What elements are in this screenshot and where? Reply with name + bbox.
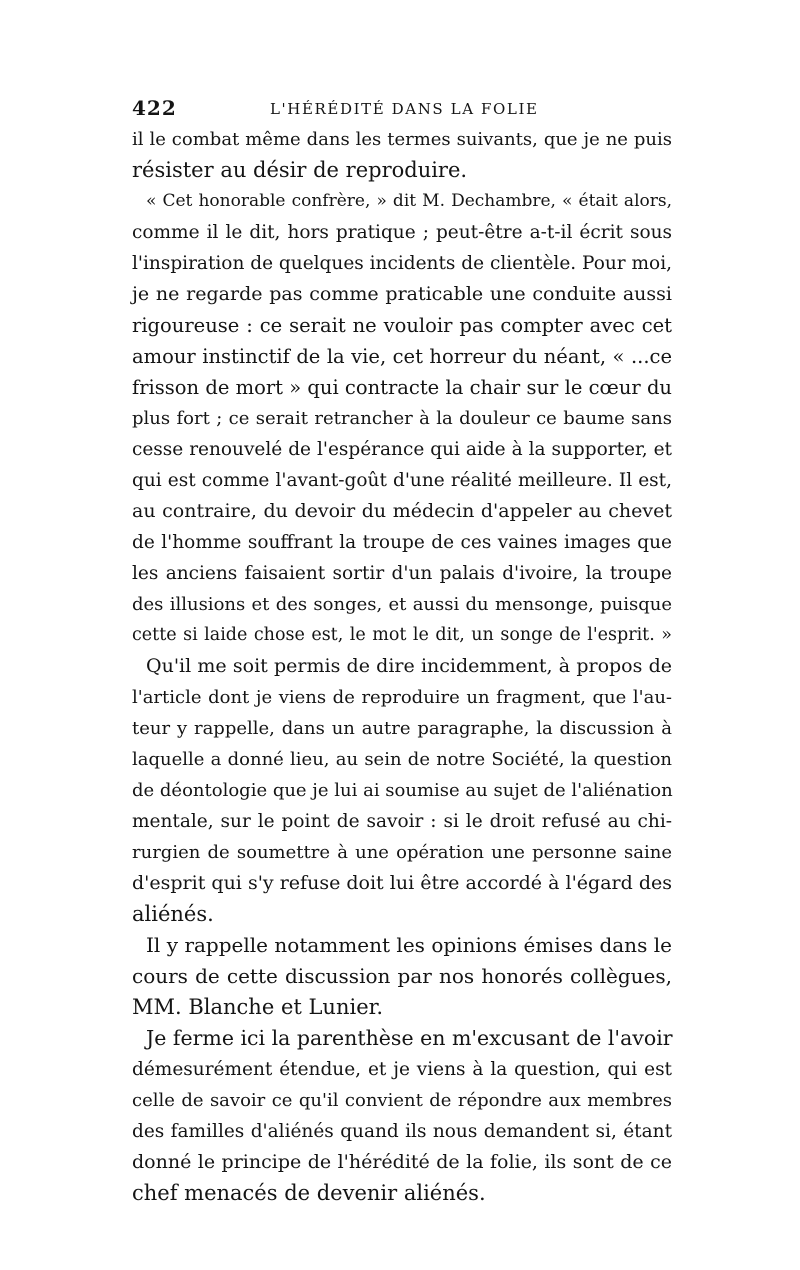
text-line: rigoureuse : ce serait ne vouloir pas compter avec cet [132, 314, 672, 337]
text-line: l'article dont je viens de reproduire un fragment, que l'au- [132, 687, 672, 708]
text-line: Il y rappelle notamment les opinions émises dans le [146, 933, 672, 957]
text-line: de l'homme souffrant la troupe de ces vaines images que [132, 532, 672, 553]
text-line: cette si laide chose est, le mot le dit, un songe de l'esprit. » [132, 625, 672, 645]
page-number: 422 [132, 96, 177, 120]
text-line: l'inspiration de quelques incidents de clientèle. Pour moi, [132, 253, 672, 274]
text-line: résister au désir de reproduire. [132, 158, 468, 182]
text-line: il le combat même dans les termes suivants, que je ne puis [132, 129, 672, 150]
text-line: amour instinctif de la vie, cet horreur du néant, « ...ce [132, 345, 672, 368]
body-text [132, 124, 672, 1209]
text-line: rurgien de soumettre à une opération une personne saine [132, 842, 672, 863]
text-line: au contraire, du devoir du médecin d'appeler au chevet [132, 500, 672, 522]
page-header [132, 96, 672, 124]
text-line: cours de cette discussion par nos honorés collègues, [132, 964, 672, 988]
text-line: MM. Blanche et Lunier. [132, 995, 384, 1019]
text-line: « Cet honorable confrère, » dit M. Dechambre, « était alors, [146, 191, 672, 211]
text-line: des illusions et des songes, et aussi du mensonge, puisque [132, 594, 672, 615]
text-line: frisson de mort » qui contracte la chair sur le cœur du [132, 376, 672, 399]
text-line: démesurément étendue, et je viens à la question, qui est [132, 1059, 672, 1080]
text-line: qui est comme l'avant-goût d'une réalité meilleure. Il est, [132, 470, 672, 491]
text-line: teur y rappelle, dans un autre paragraphe, la discussion à [132, 718, 672, 739]
running-head: L'HÉRÉDITÉ DANS LA FOLIE [270, 100, 539, 118]
text-line: chef menacés de devenir aliénés. [132, 1181, 486, 1205]
text-line: Qu'il me soit permis de dire incidemment, à propos de [146, 655, 672, 677]
text-line: comme il le dit, hors pratique ; peut-être a-t-il écrit sous [132, 222, 672, 243]
text-line: des familles d'aliénés quand ils nous demandent si, étant [132, 1121, 672, 1142]
text-line: je ne regarde pas comme praticable une conduite aussi [132, 283, 672, 305]
text-line: aliénés. [132, 902, 214, 926]
text-line: laquelle a donné lieu, au sein de notre Société, la question [132, 749, 672, 770]
text-line: Je ferme ici la parenthèse en m'excusant de l'avoir [146, 1026, 673, 1050]
text-line: les anciens faisaient sortir d'un palais d'ivoire, la troupe [132, 563, 672, 584]
text-line: celle de savoir ce qu'il convient de répondre aux membres [132, 1090, 672, 1111]
text-line: donné le principe de l'hérédité de la folie, ils sont de ce [132, 1151, 672, 1173]
text-line: cesse renouvelé de l'espérance qui aide à la supporter, et [132, 439, 672, 460]
text-line: de déontologie que je lui ai soumise au sujet de l'aliénation [132, 780, 673, 801]
text-line: d'esprit qui s'y refuse doit lui être accordé à l'égard des [132, 872, 672, 894]
text-line: mentale, sur le point de savoir : si le droit refusé au chi- [132, 811, 672, 832]
text-line: plus fort ; ce serait retrancher à la douleur ce baume sans [132, 408, 672, 429]
